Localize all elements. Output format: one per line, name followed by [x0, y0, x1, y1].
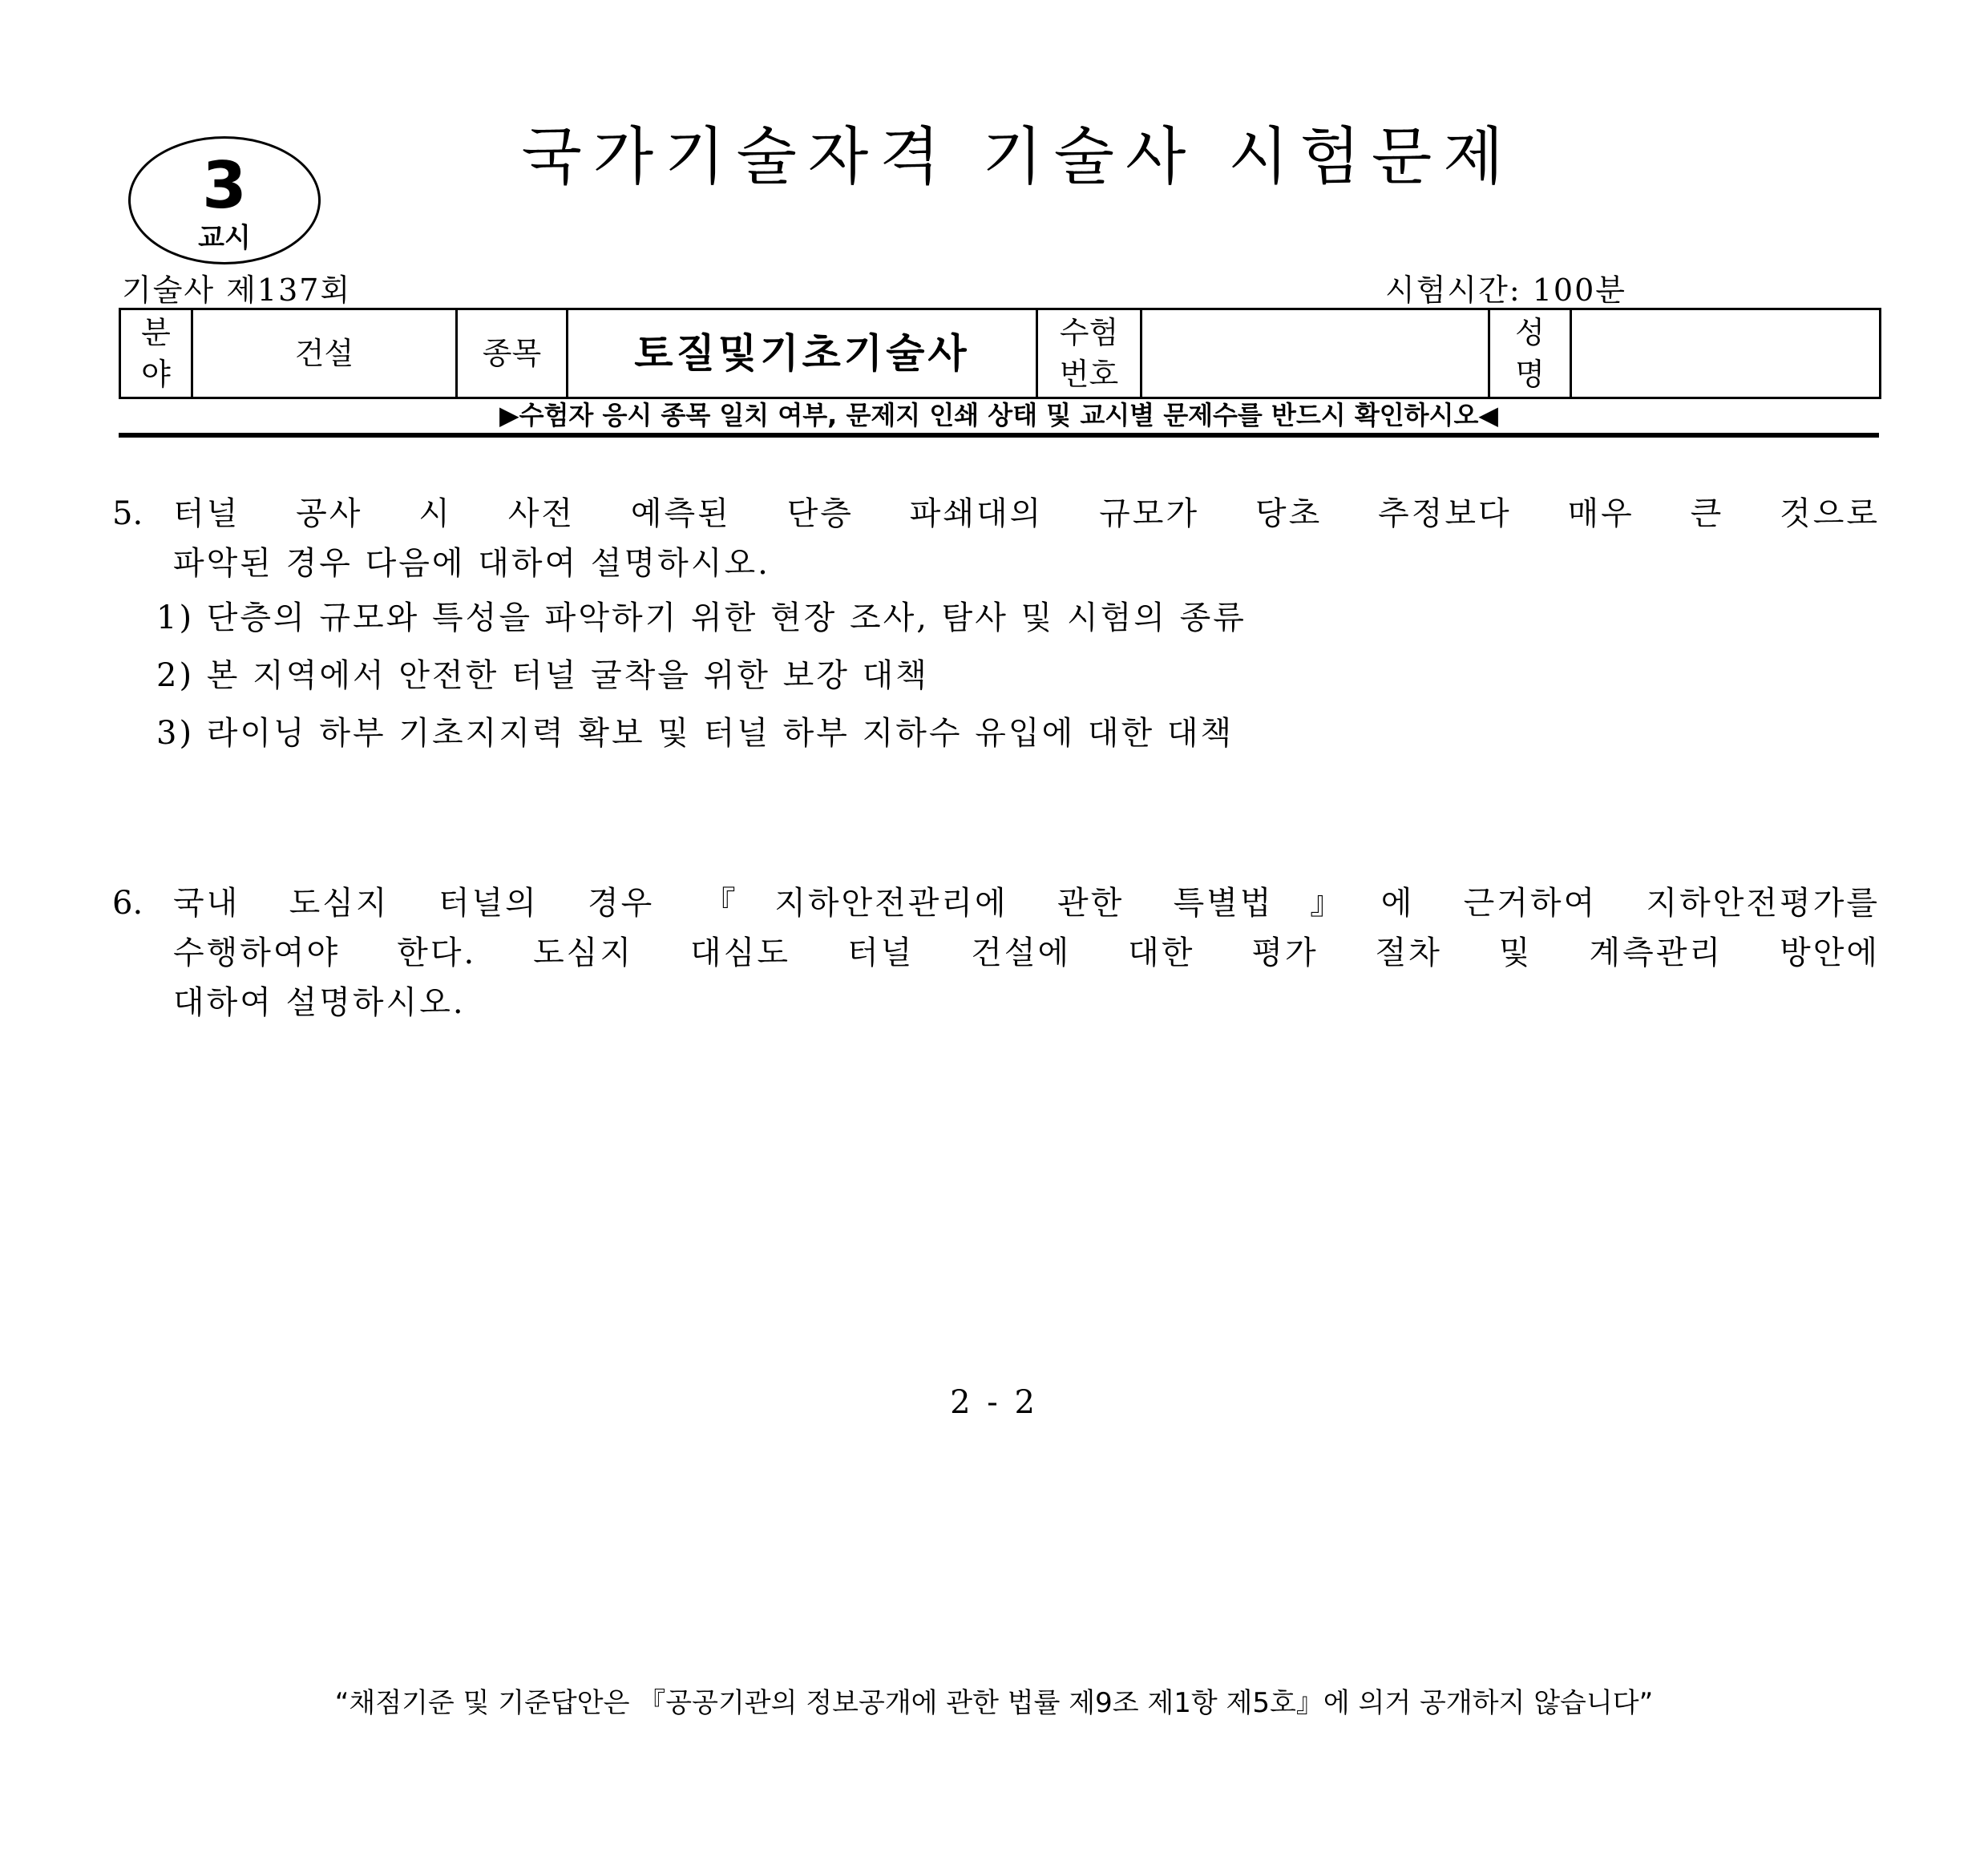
candidate-notice: ▶수험자 응시 종목 일치 여부, 문제지 인쇄 상태 및 교시별 문제수를 반드시 확인하시오◀: [499, 400, 1499, 430]
question-number: 6.: [112, 885, 143, 922]
name-label: [1489, 309, 1571, 398]
name-label-line-2: 명: [1515, 357, 1545, 392]
exam-number-field[interactable]: [1141, 309, 1489, 398]
period-label: 교시: [198, 222, 251, 254]
field-label-line-2: 야: [141, 357, 171, 392]
question-5-item-2: 2) 본 지역에서 안전한 터널 굴착을 위한 보강 대책: [156, 657, 929, 694]
question-text-line: 대하여 설명하시오.: [173, 984, 466, 1021]
name-field[interactable]: [1571, 309, 1881, 398]
question-5: [112, 489, 1880, 588]
header-divider: [119, 433, 1879, 438]
grading-disclaimer: “채점기준 및 기준답안은 『공공기관의 정보공개에 관한 법률 제9조 제1항 제5호』에 의거 공개하지 않습니다”: [334, 1687, 1654, 1719]
exam-number-label-line-2: 번호: [1059, 357, 1119, 392]
question-number: 5.: [112, 495, 143, 532]
type-value: 토질및기초기술사: [568, 309, 1037, 398]
field-value: 건설: [192, 309, 457, 398]
question-text-line: 파악된 경우 다음에 대하여 설명하시오.: [173, 545, 770, 582]
name-label-line-1: 성: [1515, 315, 1545, 350]
field-label-line-1: 분: [141, 315, 171, 350]
period-badge: [128, 136, 321, 264]
page-number: 2 - 2: [950, 1384, 1038, 1421]
exam-number-label: [1037, 309, 1141, 398]
question-5-item-1: 1) 단층의 규모와 특성을 파악하기 위한 현장 조사, 탐사 및 시험의 종류: [156, 599, 1247, 636]
exam-round: 기술사 제137회: [122, 272, 352, 308]
page-title: 국가기술자격 기술사 시험문제: [521, 121, 1515, 193]
question-text-line: 수행하여야 한다. 도심지 대심도 터널 건설에 대한 평가 절차 및 계측관리 방안에: [173, 934, 1880, 971]
exam-number-label-line-1: 수험: [1059, 315, 1119, 350]
question-5-item-3: 3) 라이닝 하부 기초지지력 확보 및 터널 하부 지하수 유입에 대한 대책: [156, 715, 1234, 752]
field-label: [120, 309, 192, 398]
question-6: [112, 878, 1880, 1027]
exam-duration: 시험시간: 100분: [1385, 272, 1626, 308]
period-number: 3: [202, 148, 247, 223]
candidate-info-table: [119, 308, 1881, 399]
question-text-line: 터널 공사 시 사전 예측된 단층 파쇄대의 규모가 당초 추정보다 매우 큰 것으로: [173, 495, 1880, 532]
type-label: 종목: [457, 309, 568, 398]
question-text-line: 국내 도심지 터널의 경우 『지하안전관리에 관한 특별법』에 근거하여 지하안전평가를: [173, 885, 1880, 922]
